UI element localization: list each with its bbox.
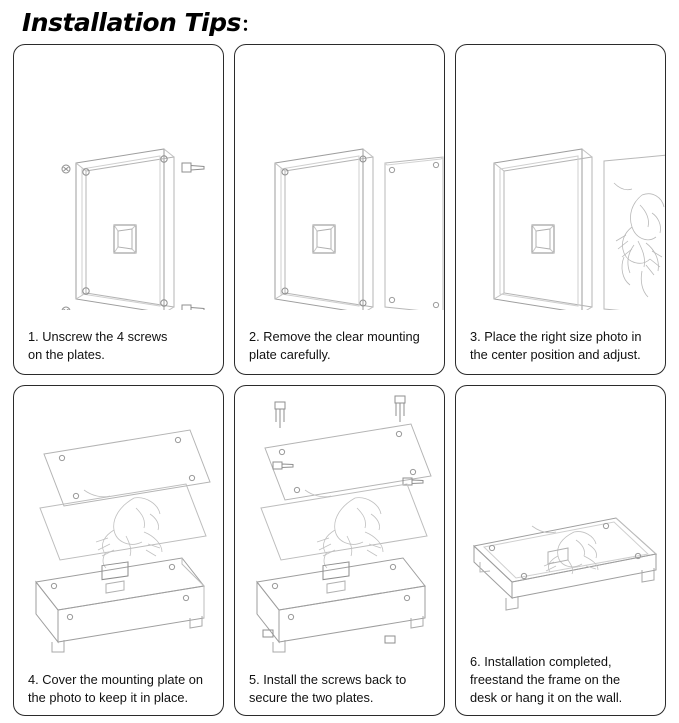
step-6-caption-line2: freestand the frame on the	[470, 672, 621, 687]
step-2-caption-line2: plate carefully.	[249, 347, 331, 362]
step-5-caption-line1: 5. Install the screws back to	[249, 672, 407, 687]
frame-front-with-four-screws-icon	[14, 45, 224, 310]
assembled-frame-on-desk-icon	[456, 386, 666, 666]
photo-artwork	[532, 526, 598, 574]
step-card-6	[455, 385, 666, 716]
page-title-colon: ：	[240, 11, 261, 36]
step-5-caption-line2: secure the two plates.	[249, 690, 374, 705]
step-2-illustration	[235, 45, 444, 310]
exploded-plate-photo-base-icon	[14, 386, 224, 666]
step-3-caption-line1: 3. Place the right size photo in	[470, 329, 642, 344]
page-title-row	[10, 0, 669, 44]
photo-artwork	[614, 183, 664, 297]
step-3-caption	[456, 328, 665, 364]
step-1-illustration	[14, 45, 223, 310]
step-6-caption-line1: 6. Installation completed,	[470, 654, 612, 669]
step-4-caption	[14, 671, 223, 707]
step-card-3	[455, 44, 666, 375]
exploded-with-screws-returning-icon	[235, 386, 445, 666]
step-4-caption-line2: the photo to keep it in place.	[28, 690, 189, 705]
step-1-caption-line2: on the plates.	[28, 347, 105, 362]
step-card-4	[13, 385, 224, 716]
step-3-illustration	[456, 45, 665, 310]
step-5-caption	[235, 671, 444, 707]
steps-grid	[10, 44, 669, 716]
step-1-caption-line1: 1. Unscrew the 4 screws	[28, 329, 168, 344]
frame-with-photo-sheet-icon	[456, 45, 666, 310]
step-6-caption-line3: desk or hang it on the wall.	[470, 690, 623, 705]
step-card-1	[13, 44, 224, 375]
step-1-caption	[14, 328, 223, 364]
step-card-5	[234, 385, 445, 716]
step-3-caption-line2: the center position and adjust.	[470, 347, 641, 362]
step-6-illustration	[456, 386, 665, 666]
frame-with-detached-clear-plate-icon	[235, 45, 445, 310]
step-4-caption-line1: 4. Cover the mounting plate on	[28, 672, 204, 687]
photo-artwork	[84, 490, 162, 568]
step-card-2	[234, 44, 445, 375]
step-2-caption-line1: 2. Remove the clear mounting	[249, 329, 420, 344]
step-6-caption	[456, 653, 665, 707]
page-title-text: Installation Tips	[22, 7, 241, 37]
step-5-illustration	[235, 386, 444, 666]
step-2-caption	[235, 328, 444, 364]
step-4-illustration	[14, 386, 223, 666]
page-title	[22, 8, 260, 37]
photo-artwork	[305, 490, 383, 568]
